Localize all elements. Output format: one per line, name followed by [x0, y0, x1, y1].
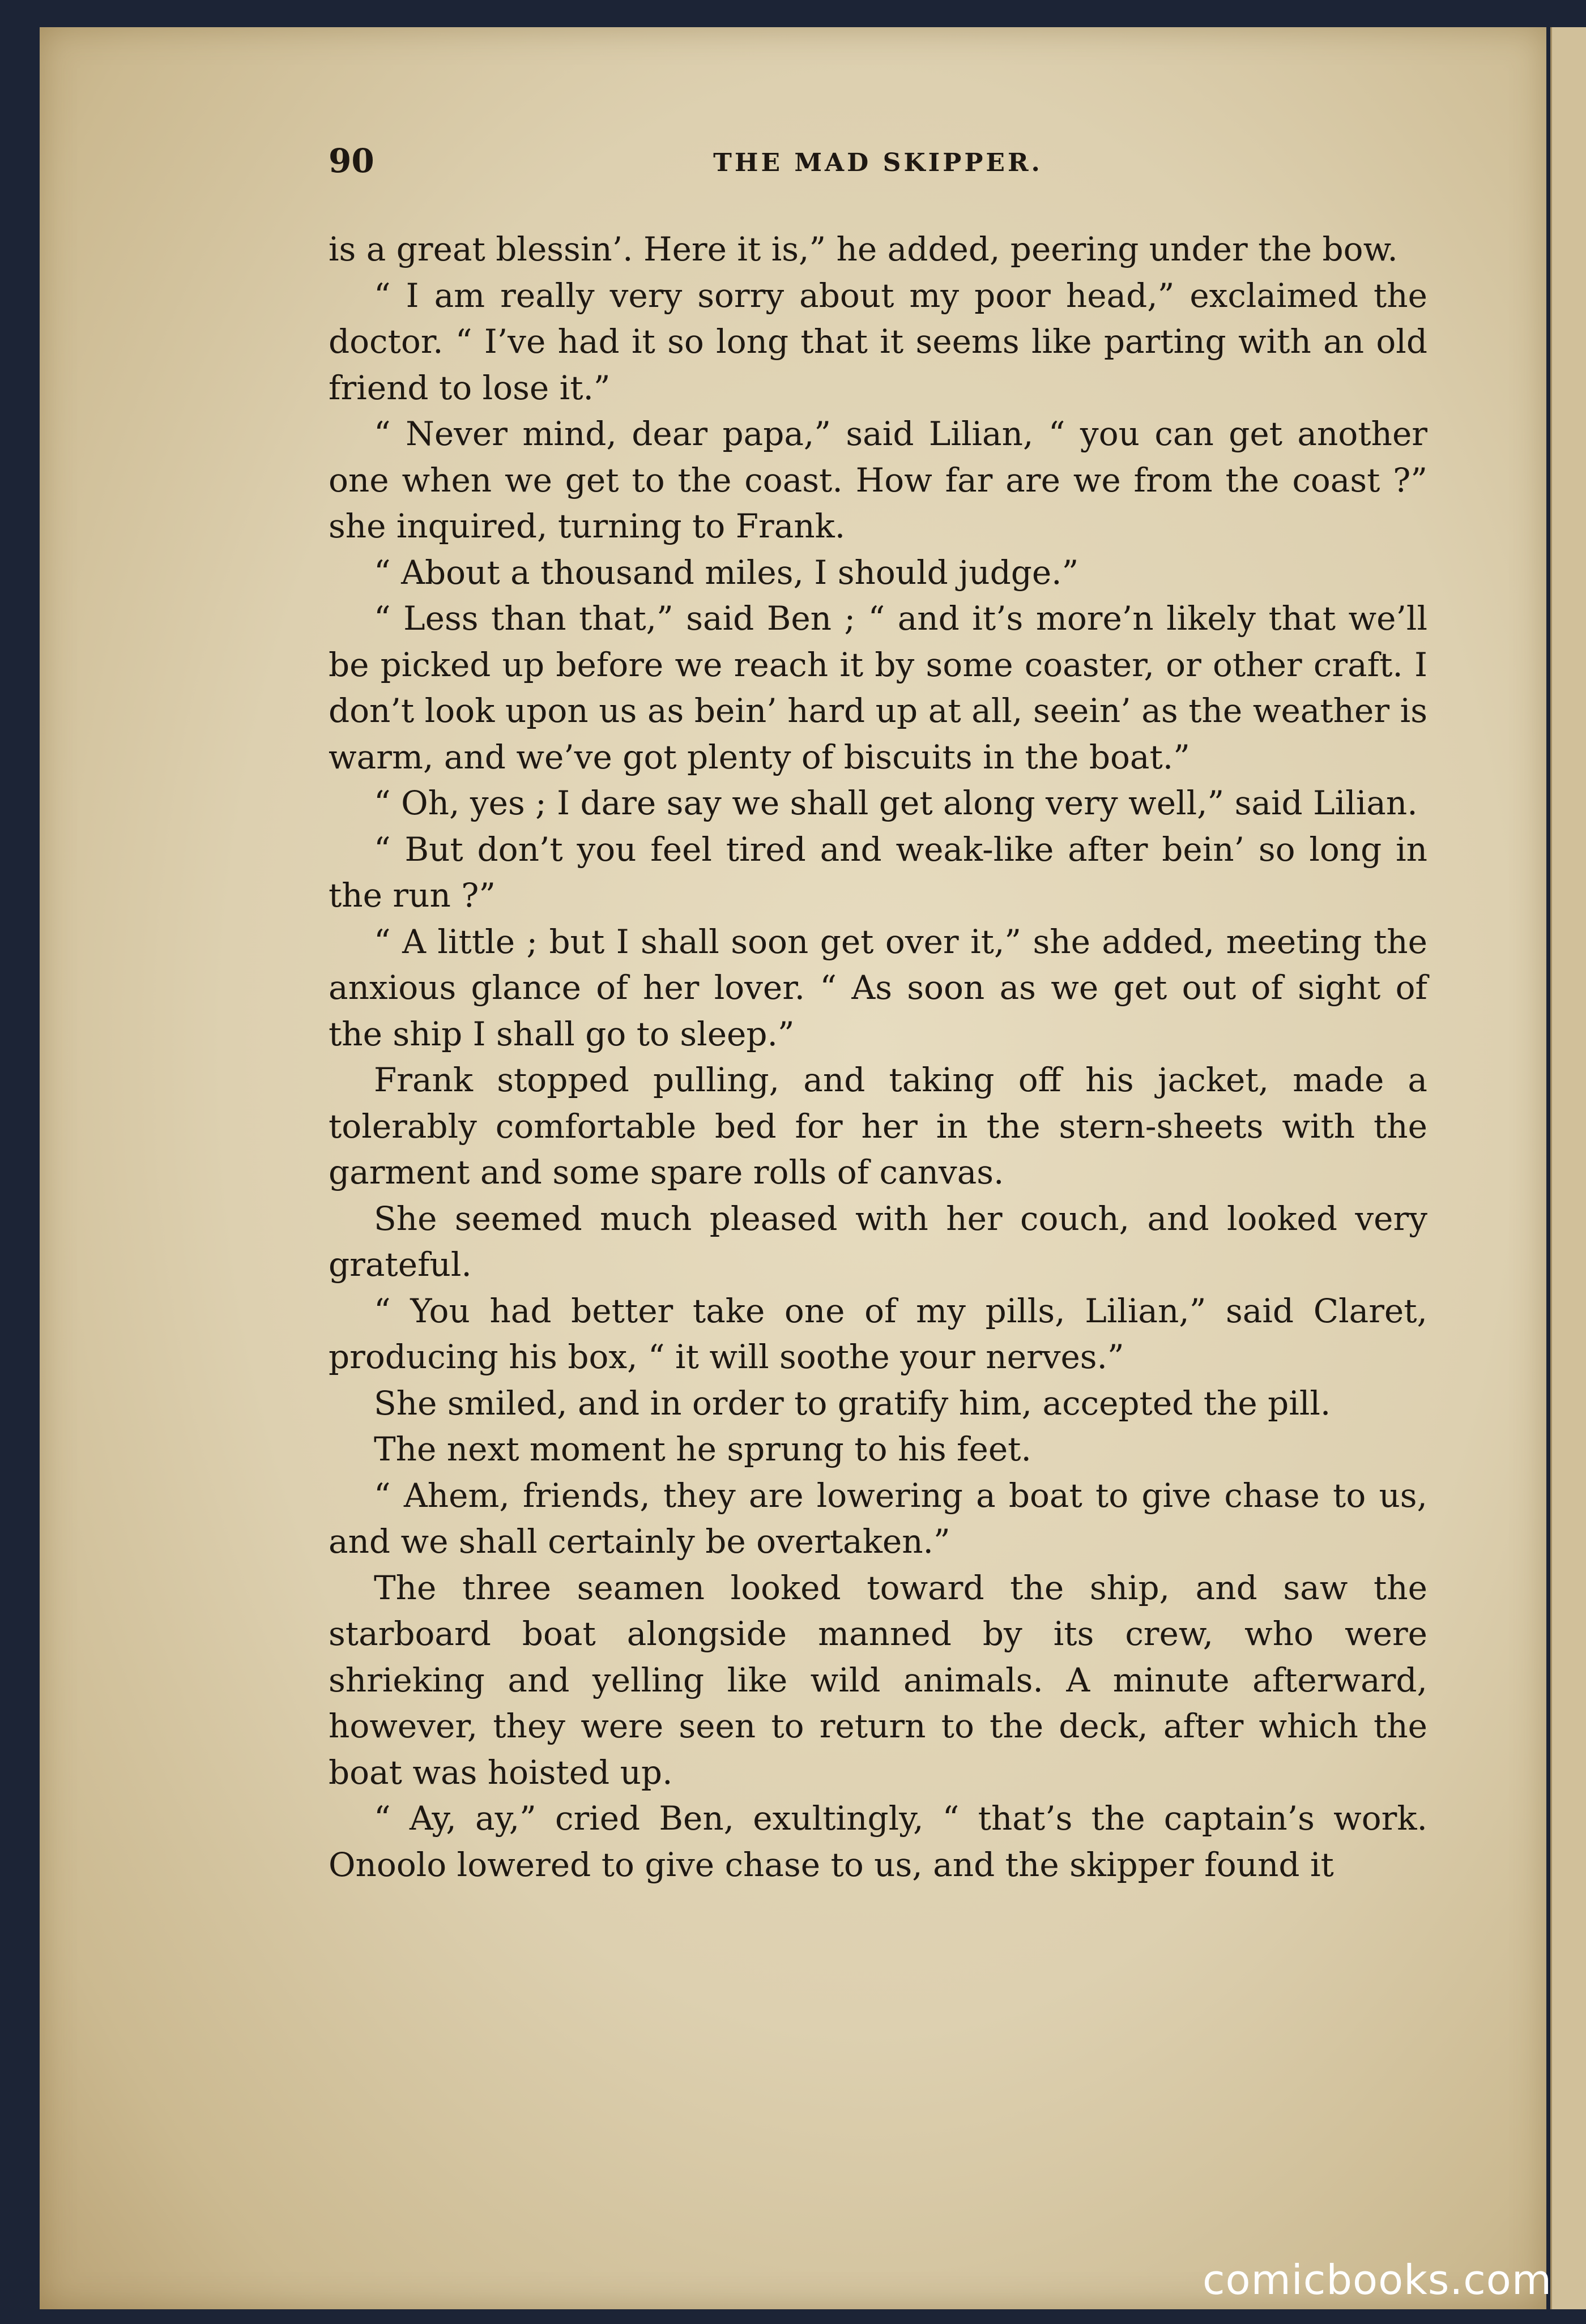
facing-page-edge	[1550, 27, 1586, 2309]
body-text	[329, 227, 1427, 1888]
paragraph: “ About a thousand miles, I should judge.”	[374, 553, 1079, 592]
paragraph: She seemed much pleased with her couch, and looked very grateful.	[329, 1199, 1427, 1284]
paragraph: Frank stopped pulling, and taking off his jacket, made a tolerably comfortable bed for her in the stern-sheets with the garment and some spare rolls of canvas.	[329, 1061, 1427, 1191]
watermark: comicbooks.com	[1202, 2256, 1552, 2304]
paragraph: “ But don’t you feel tired and weak-like after bein’ so long in the run ?”	[329, 830, 1427, 915]
running-head: THE MAD SKIPPER.	[713, 148, 1043, 177]
paragraph: is a great blessin’. Here it is,” he added, peering under the bow.	[329, 230, 1398, 268]
paragraph: “ Less than that,” said Ben ; “ and it’s more’n likely that we’ll be picked up before we reach it by some coaster, or other craft. I don’t look upon us as bein’ hard up at all, seein’ as the weather is warm, and we’ve got plenty of biscuits in the boat.”	[329, 599, 1427, 776]
paragraph: “ You had better take one of my pills, Lilian,” said Claret, producing his box, “ it will soothe your nerves.”	[329, 1291, 1427, 1376]
page-number: 90	[329, 142, 374, 180]
paragraph: “ Ahem, friends, they are lowering a boat to give chase to us, and we shall certainly be overtaken.”	[329, 1476, 1427, 1561]
page-header	[329, 142, 1427, 181]
paragraph: “ Oh, yes ; I dare say we shall get along very well,” said Lilian.	[374, 784, 1418, 822]
paragraph: The three seamen looked toward the ship, and saw the starboard boat alongside manned by its crew, who were shrieking and yelling like wild animals. A minute afterward, however, they were seen to return to the deck, after which the boat was hoisted up.	[329, 1568, 1427, 1792]
paragraph: “ A little ; but I shall soon get over it,” she added, meeting the anxious glance of her lover. “ As soon as we get out of sight of the ship I shall go to sleep.”	[329, 922, 1427, 1053]
paragraph: The next moment he sprung to his feet.	[374, 1430, 1031, 1468]
paragraph: She smiled, and in order to gratify him, accepted the pill.	[374, 1383, 1331, 1422]
paragraph: “ I am really very sorry about my poor head,” exclaimed the doctor. “ I’ve had it so long that it seems like parting with an old friend to lose it.”	[329, 276, 1427, 407]
paragraph: “ Ay, ay,” cried Ben, exultingly, “ that’s the captain’s work. Onoolo lowered to give chase to us, and the skipper found it	[329, 1799, 1427, 1884]
paragraph: “ Never mind, dear papa,” said Lilian, “ you can get another one when we get to the coast. How far are we from the coast ?” she inquired, turning to Frank.	[329, 415, 1427, 545]
